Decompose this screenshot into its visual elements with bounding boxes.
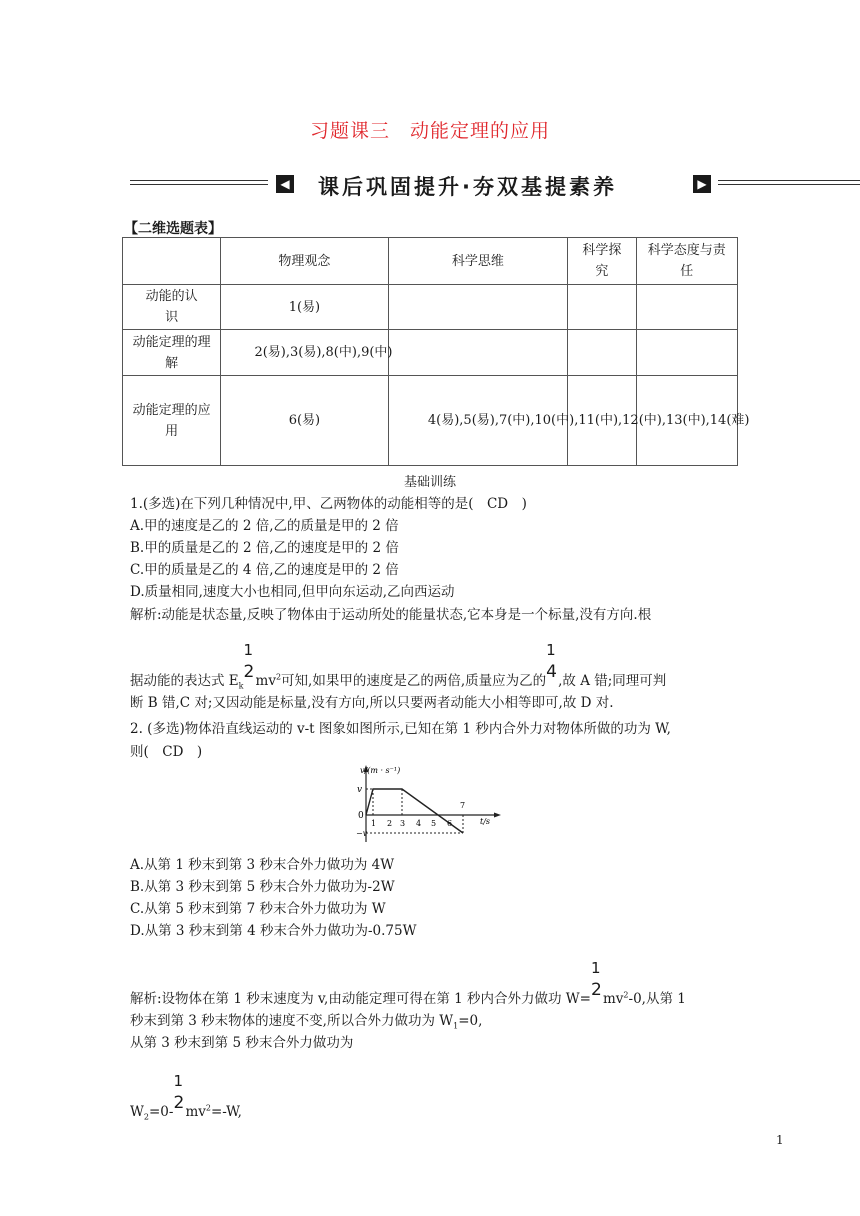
page-title: 习题课三 动能定理的应用 bbox=[309, 120, 550, 142]
q2-analysis-line4: $W_2=0-$ 1 2 $mv^2=-W$, bbox=[130, 1072, 242, 1122]
q2-analysis-line3: 从第 3 秒末到第 5 秒末合外力做功为 bbox=[130, 1035, 354, 1051]
q1-analysis-line2: 据动能的表达式 $E_k$ 1 2 $mv^2$可知,如果甲的速度是乙的两倍,质量应为乙的 1 4 ,故 A 错;同理可判 bbox=[130, 641, 667, 691]
x-tick-label: 1 bbox=[371, 819, 377, 828]
neg-v-label: −v bbox=[356, 829, 368, 838]
table-row bbox=[123, 285, 738, 330]
q1-option-b: B.甲的质量是乙的 2 倍,乙的速度是甲的 2 倍 bbox=[130, 540, 399, 556]
page-number: 1 bbox=[776, 1133, 784, 1147]
table-header-cell: 科学思维 bbox=[388, 238, 568, 285]
origin-label: 0 bbox=[358, 811, 364, 821]
right-triangle-icon: ▶ bbox=[693, 175, 711, 193]
table-cell-topic: 动能的认识 bbox=[123, 285, 221, 330]
q2-stem-line1: 2. (多选)物体沿直线运动的 v-t 图象如图所示,已知在第 1 秒内合外力对物体所做的功为 W, bbox=[130, 721, 671, 737]
table-cell-topic: 动能定理的应用 bbox=[123, 376, 221, 466]
table-cell: 1(易) bbox=[221, 285, 388, 330]
fraction-one-half: 1 2 bbox=[243, 641, 255, 682]
q2-option-a: A.从第 1 秒末到第 3 秒末合外力做功为 4W bbox=[130, 857, 395, 873]
x-tick-label: 3 bbox=[400, 819, 406, 828]
left-triangle-icon: ◀ bbox=[276, 175, 294, 193]
x-tick-label: 7 bbox=[460, 801, 466, 810]
table-row bbox=[123, 330, 738, 376]
x-tick-label: 4 bbox=[416, 819, 422, 828]
v-label: v bbox=[357, 785, 363, 795]
fraction-one-half: 1 2 bbox=[590, 959, 602, 1000]
table-header-row bbox=[123, 238, 738, 285]
table-cell-topic: 动能定理的理解 bbox=[123, 330, 221, 376]
table-header-cell: 科学态度与责任 bbox=[636, 238, 737, 285]
table-cell bbox=[568, 285, 636, 330]
table-header-cell bbox=[123, 238, 221, 285]
table-cell bbox=[636, 330, 737, 376]
q1-option-a: A.甲的速度是乙的 2 倍,乙的质量是甲的 2 倍 bbox=[130, 518, 399, 534]
section-banner bbox=[130, 166, 860, 202]
q1-option-c: C.甲的质量是乙的 4 倍,乙的速度是甲的 2 倍 bbox=[130, 562, 399, 578]
section-title: 基础训练 bbox=[403, 475, 456, 490]
q2-option-b: B.从第 3 秒末到第 5 秒末合外力做功为-2W bbox=[130, 879, 395, 895]
x-tick-label: 6 bbox=[447, 819, 453, 828]
x-tick-label: 2 bbox=[387, 819, 393, 828]
table-header-cell: 科学探究 bbox=[568, 238, 636, 285]
vt-graph bbox=[356, 762, 506, 844]
x-tick-label: 5 bbox=[431, 819, 437, 828]
table-header-cell: 物理观念 bbox=[221, 238, 388, 285]
q2-stem-line2: 则( CD ) bbox=[130, 744, 203, 760]
table-cell: 2(易),3(易),8(中),9(中) bbox=[221, 330, 388, 376]
table-cell: 6(易) bbox=[221, 376, 388, 466]
y-axis-label: v/(m · s⁻¹) bbox=[360, 766, 401, 775]
table-label: 【二维选题表】 bbox=[124, 221, 222, 237]
fraction-one-quarter: 1 4 bbox=[546, 641, 557, 682]
q2-option-c: C.从第 5 秒末到第 7 秒末合外力做功为 W bbox=[130, 901, 386, 917]
fraction-one-half: 1 2 bbox=[173, 1072, 185, 1113]
q1-analysis-line1: 解析:动能是状态量,反映了物体由于运动所处的能量状态,它本身是一个标量,没有方向.根 bbox=[130, 607, 652, 623]
table-cell: 4(易),5(易),7(中),10(中),11(中),12(中),13(中),14(难) bbox=[388, 376, 568, 466]
table-cell bbox=[568, 330, 636, 376]
x-axis-arrow bbox=[494, 813, 501, 818]
banner-text: 课后巩固提升·夯双基提素养 bbox=[318, 175, 617, 199]
q1-stem: 1.(多选)在下列几种情况中,甲、乙两物体的动能相等的是( CD ) bbox=[130, 496, 527, 512]
table-cell bbox=[636, 285, 737, 330]
table-row bbox=[123, 376, 738, 466]
q1-option-d: D.质量相同,速度大小也相同,但甲向东运动,乙向西运动 bbox=[130, 584, 455, 600]
q1-analysis-line3: 断 B 错,C 对;又因动能是标量,没有方向,所以只要两者动能大小相等即可,故 D 对. bbox=[130, 695, 614, 711]
table-cell bbox=[388, 285, 568, 330]
q2-analysis-line2: 秒末到第 3 秒末物体的速度不变,所以合外力做功为 $W_1=0$, bbox=[130, 1013, 483, 1031]
table-cell bbox=[388, 330, 568, 376]
q2-option-d: D.从第 3 秒末到第 4 秒末合外力做功为-0.75W bbox=[130, 923, 417, 939]
topic-table bbox=[122, 237, 750, 466]
q2-analysis-line1: 解析:设物体在第 1 秒末速度为 v,由动能定理可得在第 1 秒内合外力做功 W= 1 2 $mv^2-0$,从第 1 bbox=[130, 959, 686, 1007]
x-axis-label: t/s bbox=[480, 817, 491, 826]
